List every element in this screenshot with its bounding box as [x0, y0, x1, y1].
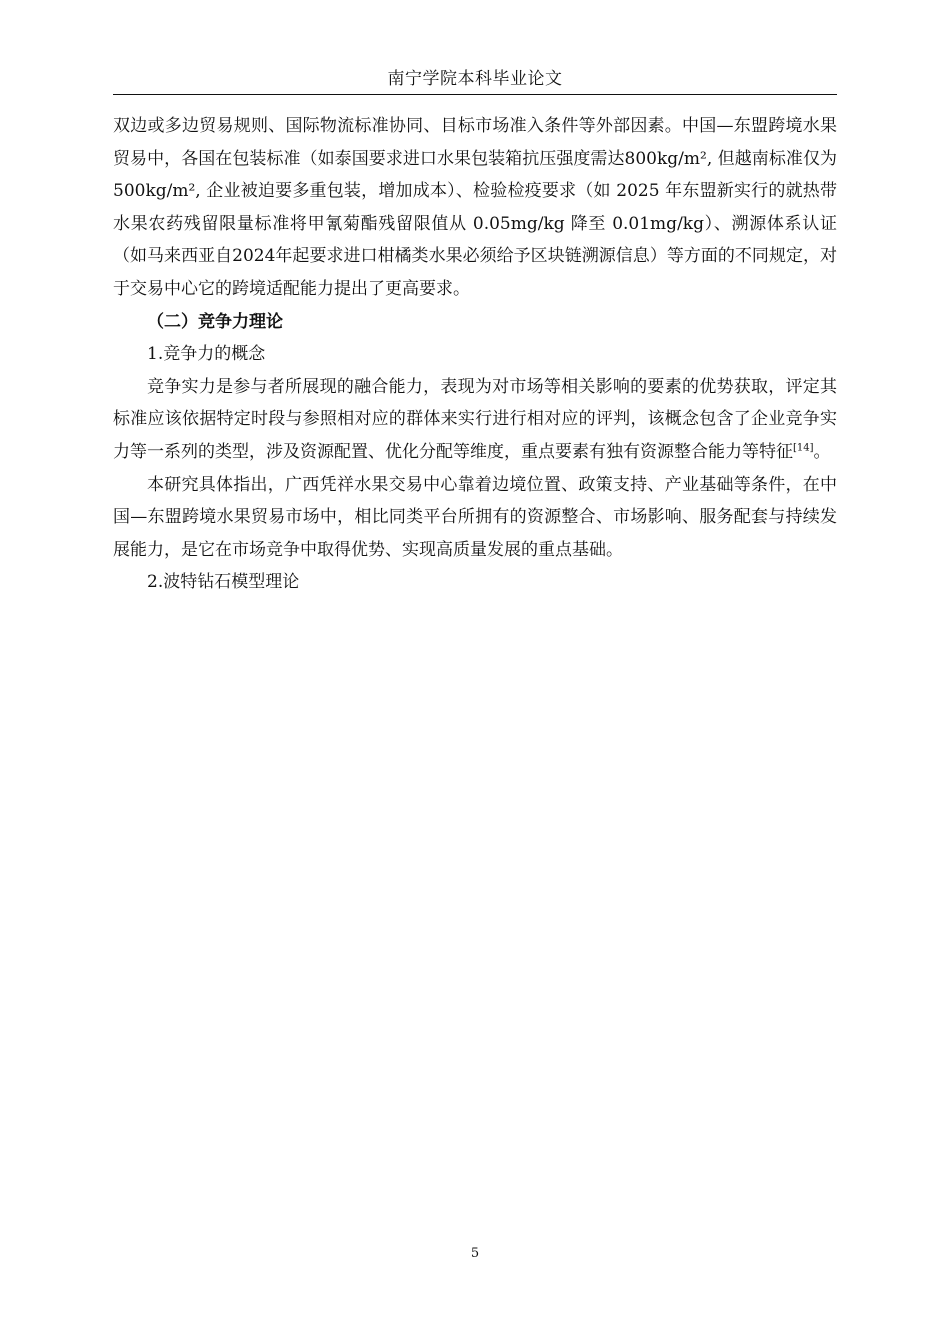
paragraph-competitiveness-definition-text: 竞争实力是参与者所展现的融合能力，表现为对市场等相关影响的要素的优势获取，评定其标准应该依据特定时段与参照相对应的群体来实行进行相对应的评判，该概念包含了企业竞争实力等一系列的类型，涉及资源配置、优化分配等维度，重点要素有独有资源整合能力等特征	[113, 376, 837, 462]
page-number: 5	[470, 1246, 480, 1261]
subheading-porter-diamond: 2.波特钻石模型理论	[147, 572, 300, 593]
citation-ref: [14]	[793, 442, 814, 454]
subheading-concept: 1.竞争力的概念	[147, 344, 266, 365]
page-header-title: 南宁学院本科毕业论文	[387, 69, 563, 89]
section-heading-competitiveness-theory: （二）竞争力理论	[147, 311, 283, 332]
paragraph-competitiveness-definition	[113, 371, 837, 469]
paragraph-end-mark: 。	[813, 441, 831, 462]
body-text	[113, 110, 837, 599]
paragraph-research-focus: 本研究具体指出，广西凭祥水果交易中心靠着边境位置、政策支持、产业基础等条件，在中国—东盟跨境水果贸易市场中，相比同类平台所拥有的资源整合、市场影响、服务配套与持续发展能力，是它在市场竞争中取得优势、实现高质量发展的重点基础。	[113, 474, 837, 560]
paragraph-trade-rules: 双边或多边贸易规则、国际物流标准协同、目标市场准入条件等外部因素。中国—东盟跨境水果贸易中，各国在包装标准（如泰国要求进口水果包装箱抗压强度需达800kg/m², 但越南标准仅为 500kg/m², 企业被迫要多重包装，增加成本）、检验检疫要求（如 2025 年东盟新实行的就热带水果农药残留限量标准将甲氰菊酯残留限值从 0.05mg/kg 降至 0.01mg/kg）、溯源体系认证（如马来西亚自2024年起要求进口柑橘类水果必须给予区块链溯源信息）等方面的不同规定，对于交易中心它的跨境适配能力提出了更高要求。	[113, 116, 837, 299]
header-divider	[113, 94, 837, 95]
